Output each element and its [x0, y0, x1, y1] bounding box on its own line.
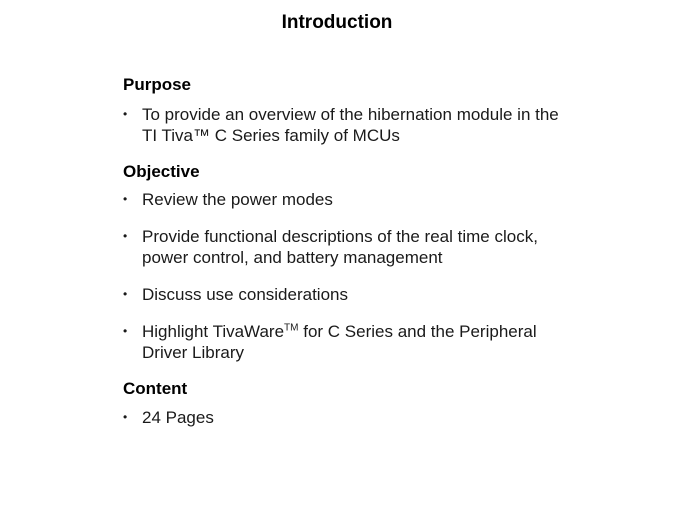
slide-title: Introduction [281, 12, 393, 33]
bullet-icon: • [123, 287, 128, 301]
objective-bullets [123, 189, 643, 363]
bullet-text-after: for C Series and the Peripheral Driver Library [142, 322, 537, 362]
bullet-item [123, 321, 542, 363]
bullet-item [123, 226, 572, 268]
section-heading-objective: Objective [123, 162, 200, 181]
slide-content [123, 74, 643, 428]
bullet-icon: • [123, 410, 128, 424]
bullet-icon: • [123, 107, 128, 121]
bullet-text: Provide functional descriptions of the real time clock, power control, and battery management [142, 227, 538, 267]
bullet-text-before: Highlight TivaWare [142, 322, 285, 341]
bullet-item [123, 189, 643, 210]
bullet-item [123, 104, 562, 146]
bullet-icon: • [123, 324, 128, 338]
bullet-item [123, 407, 643, 428]
bullet-item [123, 284, 643, 305]
bullet-text: Discuss use considerations [142, 285, 348, 304]
trademark-superscript: TM [284, 322, 299, 334]
content-bullets [123, 407, 643, 428]
bullet-icon: • [123, 192, 128, 206]
section-heading-content: Content [123, 379, 188, 398]
section-heading-purpose: Purpose [123, 75, 192, 94]
bullet-text: 24 Pages [142, 408, 214, 427]
purpose-bullets [123, 104, 643, 146]
bullet-icon: • [123, 229, 128, 243]
bullet-text: To provide an overview of the hibernation module in the TI Tiva™ C Series family of MCUs [142, 105, 559, 145]
bullet-text: Review the power modes [142, 190, 333, 209]
